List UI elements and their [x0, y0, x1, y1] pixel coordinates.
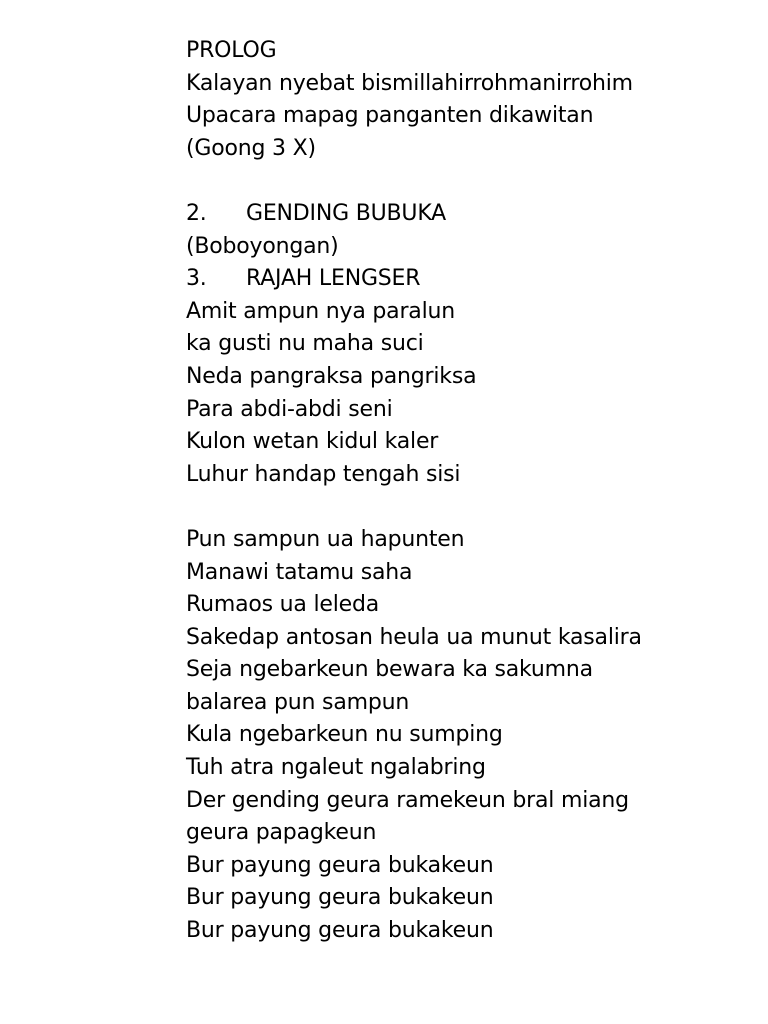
blank-line [186, 165, 746, 198]
lyric-line: Neda pangraksa pangriksa [186, 363, 477, 389]
lyric-line: balarea pun sampun [186, 689, 410, 715]
lyric-line: Bur payung geura bukakeun [186, 852, 494, 878]
prolog-line: Upacara mapag panganten dikawitan [186, 103, 594, 129]
lyric-line: Para abdi-abdi seni [186, 396, 393, 422]
lyric-line: Tuh atra ngaleut ngalabring [186, 755, 486, 781]
section-title: GENDING BUBUKA [246, 200, 447, 226]
section-heading [186, 263, 746, 296]
lyrics-text-block [186, 35, 746, 948]
lyric-line: Luhur handap tengah sisi [186, 461, 461, 487]
lyric-line: Kula ngebarkeun nu sumping [186, 722, 503, 748]
lyric-line: Amit ampun nya paralun [186, 298, 455, 324]
lyric-line: Bur payung geura bukakeun [186, 918, 494, 944]
blank-line [186, 491, 746, 524]
lyric-line: Rumaos ua leleda [186, 592, 380, 618]
lyric-line: ka gusti nu maha suci [186, 331, 424, 357]
lyric-line: Seja ngebarkeun bewara ka sakumna [186, 657, 593, 683]
section-number: 3. [186, 266, 207, 292]
lyric-line: Kulon wetan kidul kaler [186, 429, 439, 455]
section-note: (Boboyongan) [186, 233, 339, 259]
prolog-line: Kalayan nyebat bismillahirrohmanirrohim [186, 70, 633, 96]
lyric-line: geura papagkeun [186, 820, 377, 846]
section-heading [186, 198, 746, 231]
lyric-line: Manawi tatamu saha [186, 559, 413, 585]
prolog-heading: PROLOG [186, 38, 277, 63]
lyric-line: Sakedap antosan heula ua munut kasalira [186, 624, 642, 650]
section-number: 2. [186, 200, 207, 226]
lyric-line: Der gending geura ramekeun bral miang [186, 787, 629, 813]
lyric-line: Bur payung geura bukakeun [186, 885, 494, 911]
prolog-line: (Goong 3 X) [186, 135, 316, 161]
lyric-line: Pun sampun ua hapunten [186, 526, 465, 552]
section-title: RAJAH LENGSER [246, 266, 421, 292]
